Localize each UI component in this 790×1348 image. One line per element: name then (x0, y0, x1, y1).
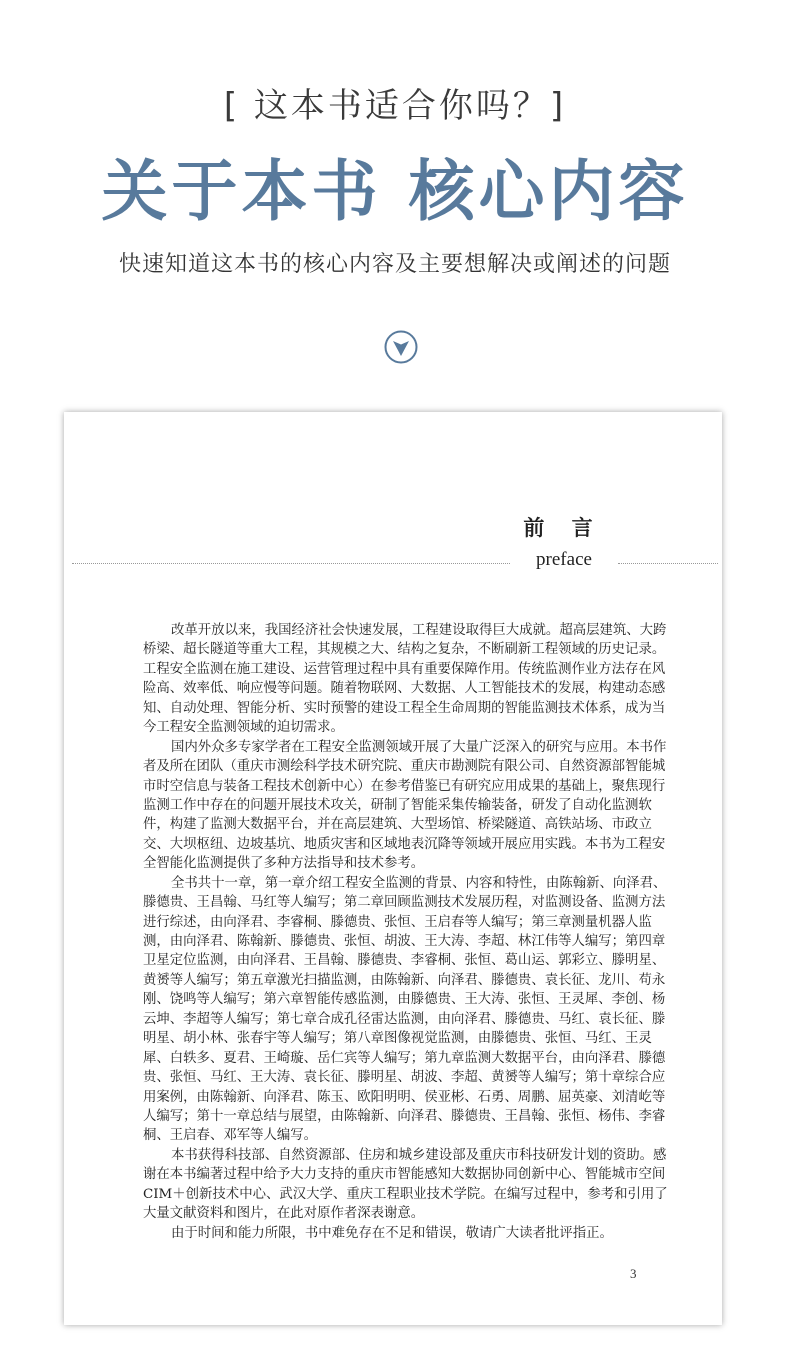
paragraph-line: 卫星定位监测，由向泽君、王昌翰、滕德贵、李睿桐、张恒、葛山运、郭彩立、滕明星、 (143, 953, 666, 969)
paragraph-line: 犀、白轶多、夏君、王崎璇、岳仁宾等人编写；第九章监测大数据平台，由向泽君、滕德 (143, 1050, 666, 1066)
paragraph-line: 交、大坝枢纽、边坡基坑、地质灾害和区域地表沉降等领域开展应用实践。本书为工程安 (143, 836, 666, 852)
paragraph-line: 桥梁、超长隧道等重大工程，其规模之大、结构之复杂，不断刷新工程领域的历史记录。 (143, 642, 666, 658)
paragraph-line: 桐、王启春、邓军等人编写。 (143, 1128, 318, 1144)
paragraph-line: 险高、效率低、响应慢等问题。随着物联网、大数据、人工智能技术的发展，构建动态感 (143, 681, 666, 697)
paragraph-line: 国内外众多专家学者在工程安全监测领域开展了大量广泛深入的研究与应用。本书作 (171, 739, 667, 755)
paragraph-line: 用案例，由陈翰新、向泽君、陈玉、欧阳明明、侯亚彬、石勇、周鹏、屈英豪、刘清屹等 (143, 1089, 666, 1105)
preface-body (143, 621, 668, 1243)
page-title: 关于本书 核心内容 (101, 152, 689, 230)
paragraph-line: 进行综述，由向泽君、李睿桐、滕德贵、张恒、王启春等人编写；第三章测量机器人监 (143, 914, 652, 930)
paragraph-line: 全书共十一章，第一章介绍工程安全监测的背景、内容和特性，由陈翰新、向泽君、 (171, 875, 667, 891)
paragraph-line: 明星、胡小林、张春宇等人编写；第八章图像视觉监测，由滕德贵、张恒、马红、王灵 (143, 1031, 652, 1047)
paragraph-line: 刚、饶鸣等人编写；第六章智能传感监测，由滕德贵、王大涛、张恒、王灵犀、李创、杨 (143, 992, 666, 1008)
preface-heading: 前 言 (523, 515, 603, 540)
paragraph-line: 大量文献资料和图片，在此对原作者深表谢意。 (143, 1206, 425, 1222)
paragraph-line: 知、自动处理、智能分析、实时预警的建设工程全生命周期的智能监测技术体系，成为当 (143, 700, 666, 716)
paragraph-line: 全智能化监测提供了多种方法指导和技术参考。 (143, 856, 425, 872)
paragraph-line: 云坤、李超等人编写；第七章合成孔径雷达监测，由向泽君、滕德贵、马红、袁长征、滕 (143, 1011, 666, 1027)
preface-subheading: preface (536, 549, 592, 570)
paragraph-line: 由于时间和能力所限，书中难免存在不足和错误，敬请广大读者批评指正。 (171, 1225, 613, 1241)
paragraph-line: 市时空信息与装备工程技术创新中心）在参考借鉴已有研究应用成果的基础上，聚焦现行 (143, 778, 666, 794)
page-number: 3 (630, 1266, 637, 1281)
page-subtitle: 快速知道这本书的核心内容及主要想解决或阐述的问题 (118, 252, 671, 277)
paragraph-line: 改革开放以来，我国经济社会快速发展，工程建设取得巨大成就。超高层建筑、大跨 (171, 623, 667, 638)
paragraph-line: 工程安全监测在施工建设、运营管理过程中具有重要保障作用。传统监测作业方法存在风 (143, 661, 666, 677)
paragraph-line: 今工程安全监测领域的迫切需求。 (143, 720, 344, 736)
paragraph-line: 黄赟等人编写；第五章激光扫描监测，由陈翰新、向泽君、滕德贵、袁长征、龙川、苟永 (143, 972, 666, 988)
paragraph-line: 滕德贵、王昌翰、马红等人编写；第二章回顾监测技术发展历程，对监测设备、监测方法 (143, 895, 666, 911)
divider-right (618, 563, 718, 564)
paragraph-line: CIM＋创新技术中心、武汉大学、重庆工程职业技术学院。在编写过程中，参考和引用了 (143, 1186, 668, 1202)
section-question: [ 这本书适合你吗？] (223, 86, 567, 126)
paragraph-line: 监测工作中存在的问题开展技术攻关，研制了智能采集传输装备，研发了自动化监测软 (143, 797, 652, 813)
paragraph-line: 测，由向泽君、陈翰新、滕德贵、张恒、胡波、王大涛、李超、林江伟等人编写；第四章 (143, 934, 666, 949)
divider-left (72, 563, 510, 564)
paragraph-line: 本书获得科技部、自然资源部、住房和城乡建设部及重庆市科技研发计划的资助。感 (171, 1147, 667, 1163)
chevron-down-circle-icon (384, 330, 418, 364)
paragraph-line: 件，构建了监测大数据平台，并在高层建筑、大型场馆、桥梁隧道、高铁站场、市政立 (143, 817, 652, 833)
paragraph-line: 人编写；第十一章总结与展望，由陈翰新、向泽君、滕德贵、王昌翰、张恒、杨伟、李睿 (143, 1108, 666, 1124)
paragraph-line: 贵、张恒、马红、王大涛、袁长征、滕明星、胡波、李超、黄赟等人编写；第十章综合应 (143, 1070, 666, 1086)
paragraph-line: 者及所在团队（重庆市测绘科学技术研究院、重庆市勘测院有限公司、自然资源部智能城 (143, 759, 666, 775)
paragraph-line: 谢在本书编著过程中给予大力支持的重庆市智能感知大数据协同创新中心、智能城市空间 (143, 1167, 666, 1183)
